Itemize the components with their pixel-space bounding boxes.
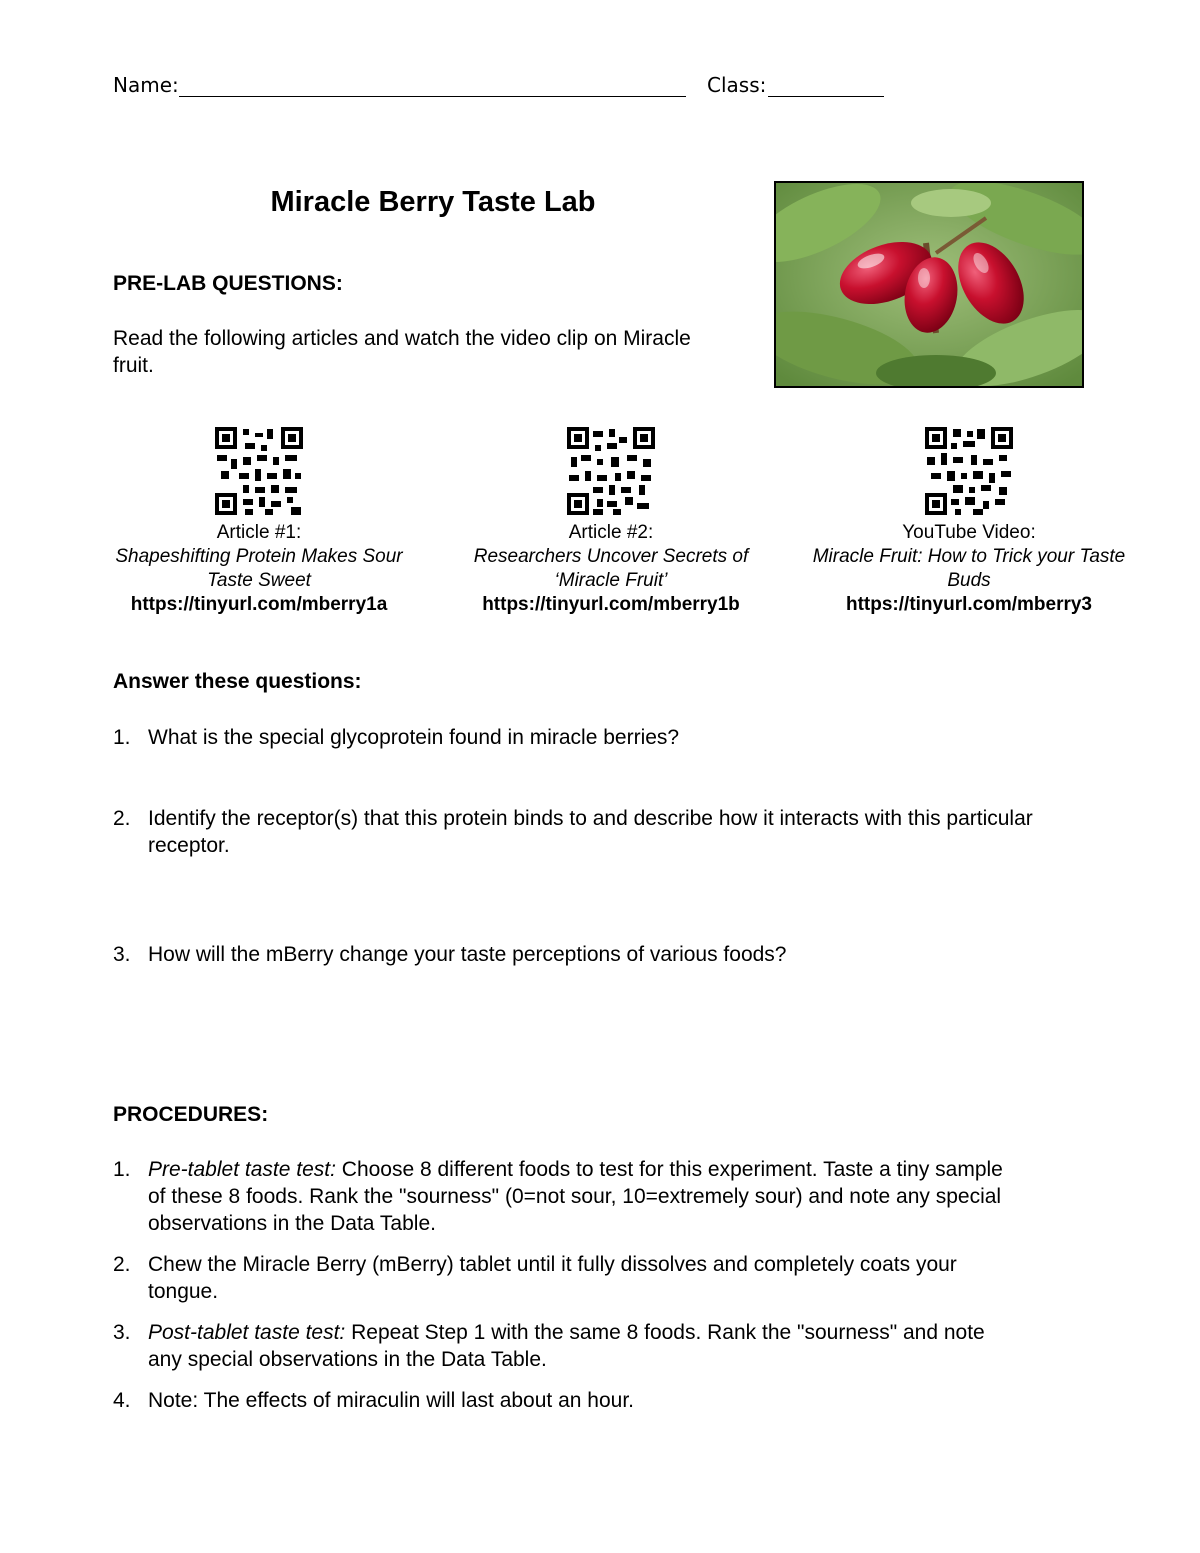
question-text: What is the special glycoprotein found in miracle berries? xyxy=(148,726,680,749)
resource-url-link[interactable]: https://tinyurl.com/mberry3 xyxy=(846,594,1092,615)
question-text: How will the mBerry change your taste perceptions of various foods? xyxy=(148,943,787,966)
step-lead: Pre-tablet taste test: xyxy=(148,1158,336,1181)
question-number: 3. xyxy=(113,943,131,966)
step-number: 2. xyxy=(113,1253,131,1276)
resource-video xyxy=(789,427,1149,617)
step-lead: Post-tablet taste test: xyxy=(148,1321,346,1344)
procedure-step xyxy=(113,1387,1013,1414)
prelab-heading: PRE-LAB QUESTIONS: xyxy=(113,272,343,295)
procedure-step xyxy=(113,1319,1013,1373)
step-text xyxy=(148,1156,1013,1237)
resource-title: Miracle Fruit: How to Trick your Taste Buds xyxy=(812,546,1126,591)
question-number: 2. xyxy=(113,807,131,830)
question-item xyxy=(113,724,1073,751)
page-title: Miracle Berry Taste Lab xyxy=(270,186,596,218)
resource-article-2 xyxy=(431,427,791,617)
step-number: 3. xyxy=(113,1321,131,1344)
resource-title: Researchers Uncover Secrets of ‘Miracle Fruit’ xyxy=(473,546,749,591)
step-body: Choose 8 different foods to test for this experiment. Taste a tiny sample of these 8 foods. Rank the "sourness" (0=not sour, 10=extremely sour) and note any special observations in the Data Table. xyxy=(148,1158,1003,1235)
question-number: 1. xyxy=(113,726,131,749)
step-text xyxy=(148,1387,1013,1414)
resource-kind: YouTube Video: xyxy=(902,522,1036,543)
name-blank-line xyxy=(179,96,686,97)
qr-code-icon[interactable] xyxy=(925,427,1013,515)
step-number: 1. xyxy=(113,1158,131,1181)
question-item xyxy=(113,941,1073,968)
step-text xyxy=(148,1319,1013,1373)
step-body: Chew the Miracle Berry (mBerry) tablet until it fully dissolves and completely coats your tongue. xyxy=(148,1253,957,1303)
step-body: Note: The effects of miraculin will last about an hour. xyxy=(148,1389,634,1412)
step-body: Repeat Step 1 with the same 8 foods. Rank the "sourness" and note any special observations in the Data Table. xyxy=(148,1321,985,1371)
resource-kind: Article #1: xyxy=(216,522,302,543)
resource-article-1 xyxy=(79,427,439,617)
qr-code-icon[interactable] xyxy=(567,427,655,515)
resource-url-link[interactable]: https://tinyurl.com/mberry1b xyxy=(482,594,740,615)
miracle-berry-photo xyxy=(774,181,1084,388)
resource-kind: Article #2: xyxy=(568,522,654,543)
procedure-step xyxy=(113,1156,1013,1237)
procedure-step xyxy=(113,1251,1013,1305)
resource-url-link[interactable]: https://tinyurl.com/mberry1a xyxy=(130,594,388,615)
question-text: Identify the receptor(s) that this protein binds to and describe how it interacts with this particular receptor. xyxy=(148,807,1033,857)
answer-heading: Answer these questions: xyxy=(113,670,362,693)
prelab-intro: Read the following articles and watch the video clip on Miracle fruit. xyxy=(113,327,691,377)
class-label: Class: xyxy=(707,73,767,97)
question-item xyxy=(113,805,1073,859)
step-number: 4. xyxy=(113,1389,131,1412)
qr-code-icon[interactable] xyxy=(215,427,303,515)
step-text xyxy=(148,1251,1013,1305)
class-blank-line xyxy=(768,96,884,97)
resource-title: Shapeshifting Protein Makes Sour Taste Sweet xyxy=(115,546,403,591)
procedures-heading: PROCEDURES: xyxy=(113,1103,269,1126)
name-label: Name: xyxy=(113,73,179,97)
